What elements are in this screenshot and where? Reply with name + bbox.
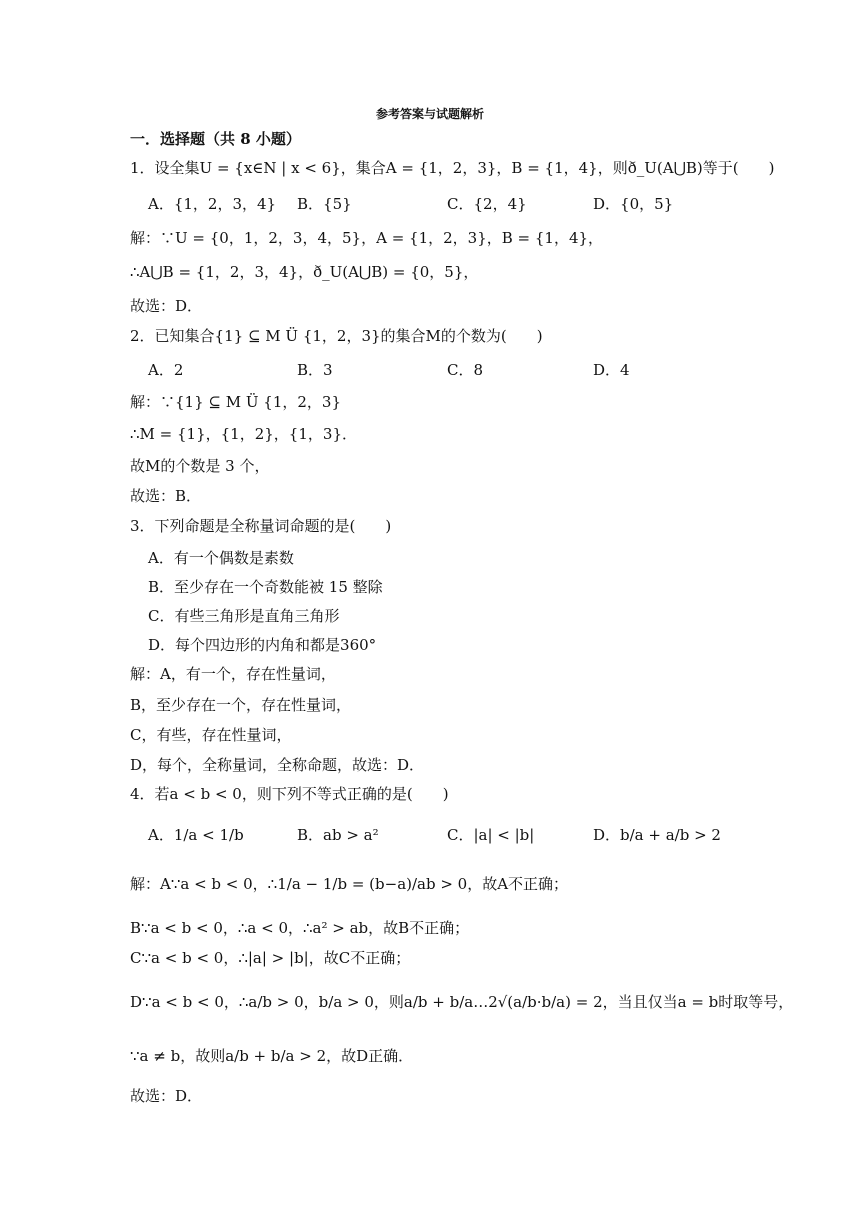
- question-2-answer: 故选：B．: [130, 487, 202, 505]
- question-2-option-a: A．2: [148, 361, 184, 379]
- question-3-solution-line-4: D，每个，全称量词，全称命题，故选：D．: [130, 756, 425, 774]
- question-3-solution-line-2: B，至少存在一个，存在性量词，: [130, 696, 352, 714]
- question-4-option-a: A．1/a < 1/b: [148, 826, 244, 844]
- question-3-option-c: C．有些三角形是直角三角形: [148, 607, 340, 625]
- question-1-stem: 1．设全集U = {x∈N | x < 6}，集合A = {1，2，3}，B = {1，4}，则ð_U(A⋃B)等于( ): [130, 159, 775, 177]
- question-4-solution-line-5: ∵a ≠ b，故则a/b + b/a > 2，故D正确．: [130, 1047, 414, 1065]
- question-2-option-d: D．4: [593, 361, 630, 379]
- question-2-solution-line-3: 故M的个数是 3 个，: [130, 457, 270, 475]
- question-2-stem: 2．已知集合{1} ⊆ M Ü {1，2，3}的集合M的个数为( ): [130, 327, 543, 345]
- question-4-solution-line-1: 解：A∵a < b < 0，∴1/a − 1/b = (b−a)/ab > 0，故A不正确；: [130, 875, 569, 893]
- question-4-option-c: C．|a| < |b|: [447, 826, 535, 844]
- page-title: 参考答案与试题解析: [375, 107, 484, 121]
- question-2-option-c: C．8: [447, 361, 484, 379]
- question-3-solution-line-3: C，有些，存在性量词，: [130, 726, 292, 744]
- question-1-solution-line-1: 解：∵U = {0，1，2，3，4，5}，A = {1，2，3}，B = {1，4}，: [130, 229, 604, 247]
- question-1-option-d: D．{0，5}: [593, 195, 674, 213]
- question-1-option-b: B．{5}: [297, 195, 352, 213]
- question-4-answer: 故选：D．: [130, 1087, 203, 1105]
- question-4-solution-line-3: C∵a < b < 0，∴|a| > |b|，故C不正确；: [130, 949, 411, 967]
- section-heading: 一．选择题（共 8 小题）: [130, 130, 301, 148]
- question-1-option-a: A．{1，2，3，4}: [148, 195, 277, 213]
- question-4-stem: 4．若a < b < 0，则下列不等式正确的是( ): [130, 785, 449, 803]
- question-3-stem: 3．下列命题是全称量词命题的是( ): [130, 517, 392, 535]
- question-3-option-b: B．至少存在一个奇数能被 15 整除: [148, 578, 383, 596]
- question-2-option-b: B．3: [297, 361, 333, 379]
- question-4-option-d: D．b/a + a/b > 2: [593, 826, 721, 844]
- question-3-option-a: A．有一个偶数是素数: [148, 549, 294, 567]
- question-3-option-d: D．每个四边形的内角和都是360°: [148, 636, 377, 654]
- question-3-solution-line-1: 解：A，有一个，存在性量词，: [130, 665, 336, 683]
- question-1-answer: 故选：D．: [130, 297, 203, 315]
- question-1-solution-line-2: ∴A⋃B = {1，2，3，4}，ð_U(A⋃B) = {0，5}，: [130, 263, 479, 281]
- question-4-solution-line-4: D∵a < b < 0，∴a/b > 0，b/a > 0，则a/b + b/a…2√(a/b·b/a) = 2，当且仅当a = b时取等号，: [130, 993, 794, 1011]
- question-2-solution-line-2: ∴M = {1}，{1，2}，{1，3}．: [130, 425, 357, 443]
- question-2-solution-line-1: 解：∵{1} ⊆ M Ü {1，2，3}: [130, 393, 341, 411]
- question-1-option-c: C．{2，4}: [447, 195, 527, 213]
- question-4-option-b: B．ab > a²: [297, 826, 379, 844]
- question-4-solution-line-2: B∵a < b < 0，∴a < 0，∴a² > ab，故B不正确；: [130, 919, 470, 937]
